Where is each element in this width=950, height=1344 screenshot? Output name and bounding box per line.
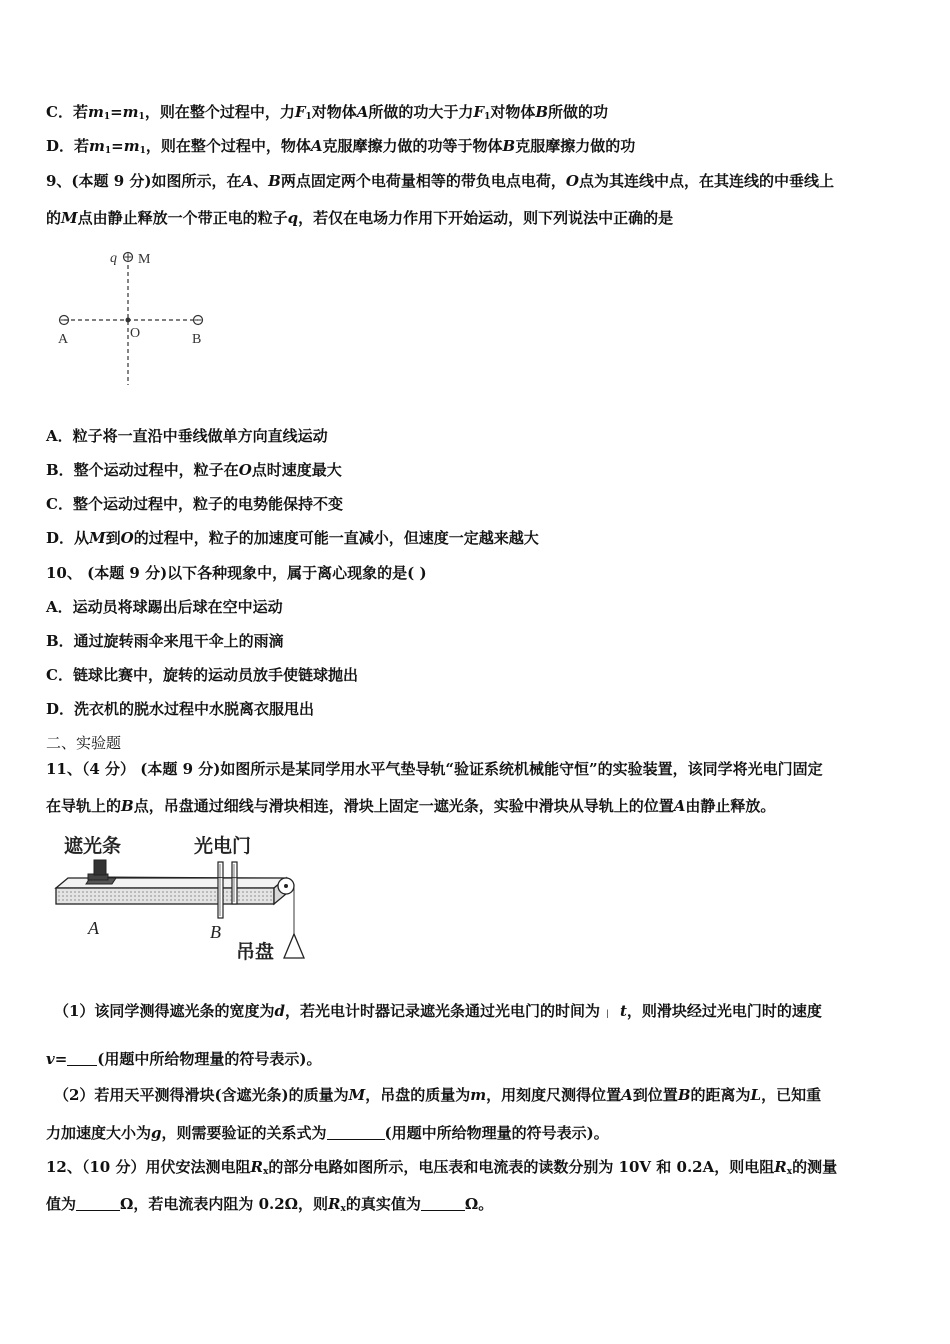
q10-option-d: D．洗衣机的脱水过程中水脱离衣服甩出 (46, 700, 315, 718)
negative-charge-a (60, 316, 69, 325)
label-b: B (192, 332, 202, 347)
label-pan: 吊盘 (236, 942, 275, 963)
label-b: B (210, 922, 221, 942)
answer-blank-relation[interactable] (327, 1125, 385, 1140)
q9-option-b: B．整个运动过程中，粒子在O点时速度最大 (46, 461, 342, 479)
q9-option-d: D．从M到O的过程中，粒子的加速度可能一直减小，但速度一定越来越大 (46, 529, 539, 547)
negative-charge-b (194, 316, 203, 325)
pulley-axle (284, 884, 288, 888)
q9-stem-line2: 的M点由静止释放一个带正电的粒子q，若仅在电场力作用下开始运动，则下列说法中正确的是 (46, 209, 674, 227)
label-shutter: 遮光条 (64, 836, 122, 857)
q12-stem-line2: 值为 Ω，若电流表内阻为 0.2Ω，则$R_x$的真实值为 Ω。 (46, 1195, 494, 1214)
section-heading-experiment: 二、实验题 (46, 734, 122, 752)
shutter-strip (94, 860, 106, 875)
q10-option-c: C．链球比赛中，旋转的运动员放手使链球抛出 (46, 666, 358, 684)
label-photogate: 光电门 (194, 836, 252, 857)
q11-stem-line2: 在导轨上的B点，吊盘通过细线与滑块相连，滑块上固定一遮光条，实验中滑块从导轨上的位置A由静止释放。 (46, 797, 776, 815)
label-q: q (110, 251, 117, 266)
air-track-apparatus (50, 826, 310, 968)
positive-charge-m (124, 253, 133, 262)
q9-stem-line1: 9、(本题 9 分)如图所示，在A、B两点固定两个电荷量相等的带负电点电荷，O点为其连线中点，在其连线的中垂线上 (46, 172, 834, 190)
q11-stem-line1: 11、（4 分） (本题 9 分)如图所示是某同学用水平气垫导轨“验证系统机械能守恒”的实验装置，该同学将光电门固定 (46, 760, 823, 778)
q10-option-b: B．通过旋转雨伞来甩干伞上的雨滴 (46, 632, 284, 650)
q8-option-c: C．若$m_1=m_1$，则在整个过程中，力$F_1$对物体A所做的功大于力$F_1$对物体B所做的功 (46, 103, 609, 122)
q11-sub2-line1: （2）若用天平测得滑块(含遮光条)的质量为M，吊盘的质量为m，用刻度尺测得位置A到位置B的距离为L，已知重 (54, 1086, 822, 1104)
label-m: M (138, 252, 151, 267)
q10-stem: 10、 (本题 9 分)以下各种现象中，属于离心现象的是( ) (46, 564, 427, 582)
q10-option-a: A．运动员将球踢出后球在空中运动 (46, 598, 283, 616)
q9-option-c: C．整个运动过程中，粒子的电势能保持不变 (46, 495, 343, 513)
answer-blank-true[interactable] (421, 1196, 465, 1211)
q12-stem-line1: 12、（10 分）用伏安法测电阻$R_x$的部分电路如图所示，电压表和电流表的读数分别为 10V 和 0.2A，则电阻$R_x$的测量 (46, 1158, 838, 1177)
label-o: O (130, 326, 141, 341)
hanging-pan (284, 934, 304, 958)
point-o (126, 318, 131, 323)
q11-sub2-line2: 力加速度大小为g，则需要验证的关系式为 (用题中所给物理量的符号表示)。 (46, 1124, 609, 1142)
answer-blank-measured[interactable] (76, 1196, 120, 1211)
q11-sub1-line1: （1）该同学测得遮光条的宽度为d，若光电计时器记录遮光条通过光电门的时间为 | t，则滑块经过光电门时的速度 (54, 1002, 822, 1020)
charge-diagram (50, 245, 220, 390)
q8-option-d: D．若$m_1=m_1$，则在整个过程中，物体A克服摩擦力做的功等于物体B克服摩擦力做的功 (46, 137, 636, 156)
q9-option-a: A．粒子将一直沿中垂线做单方向直线运动 (46, 427, 328, 445)
q11-sub1-line2: v= (用题中所给物理量的符号表示)。 (46, 1050, 322, 1068)
label-a: A (58, 332, 69, 347)
label-a: A (88, 918, 99, 938)
answer-blank-velocity[interactable] (67, 1051, 97, 1066)
